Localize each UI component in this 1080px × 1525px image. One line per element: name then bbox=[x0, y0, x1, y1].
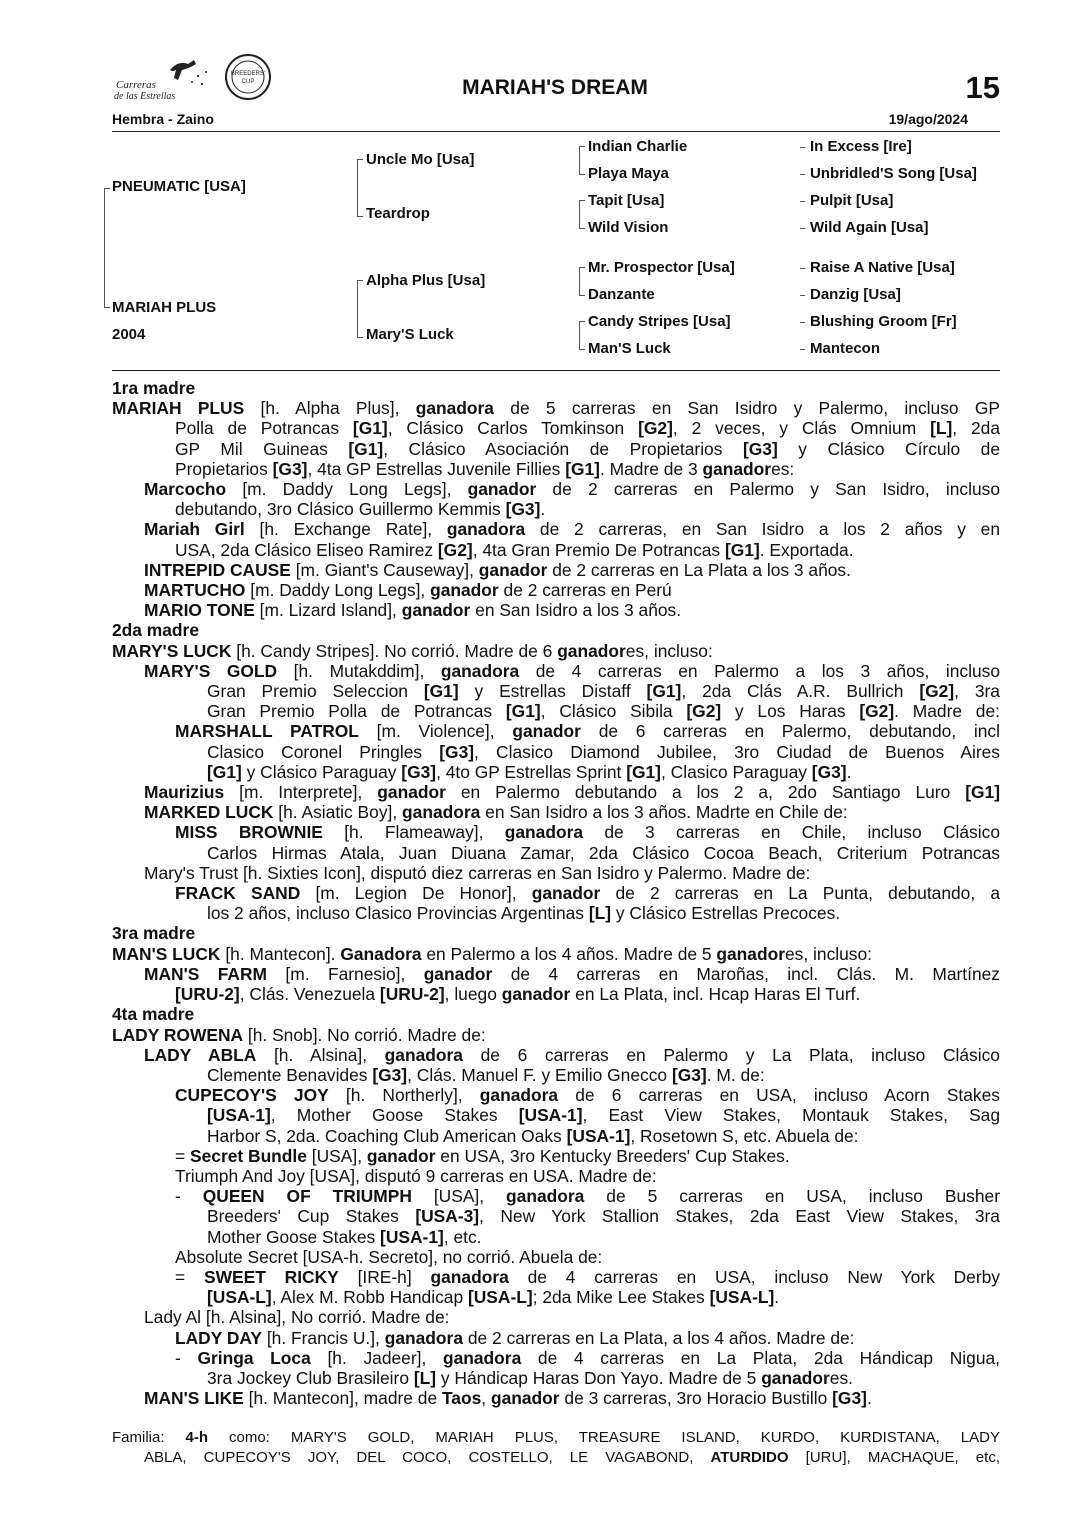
gen4-item: In Excess [Ire] bbox=[800, 138, 912, 155]
section-heading: 3ra madre bbox=[112, 923, 196, 944]
record-line: = Secret Bundle [USA], ganador en USA, 3ro Kentucky Breeders' Cup Stakes. bbox=[175, 1145, 790, 1166]
gen4-item: Wild Again [Usa] bbox=[800, 219, 928, 236]
record-line: [USA-L], Alex M. Robb Handicap [USA-L]; 2da Mike Lee Stakes [USA-L]. bbox=[207, 1287, 780, 1308]
record-line: MAN'S LIKE [h. Mantecon], madre de Taos, ganador de 3 carreras, 3ro Horacio Bustillo [G3]. bbox=[144, 1388, 872, 1409]
family-line: Familia: 4-h como: MARY'S GOLD, MARIAH PLUS, TREASURE ISLAND, KURDO, KURDISTANA, LADY bbox=[112, 1429, 1000, 1446]
record-line: Mother Goose Stakes [USA-1], etc. bbox=[207, 1226, 482, 1247]
record-line: MARIO TONE [m. Lizard Island], ganador en San Isidro a los 3 años. bbox=[144, 600, 682, 621]
gen2-item: Uncle Mo [Usa] bbox=[366, 151, 475, 168]
record-line: MARKED LUCK [h. Asiatic Boy], ganadora en San Isidro a los 3 años. Madrte en Chile de: bbox=[144, 802, 848, 823]
family-line: ABLA, CUPECOY'S JOY, DEL COCO, COSTELLO, LE VAGABOND, ATURDIDO [URU], MACHAQUE, etc, bbox=[144, 1449, 1000, 1466]
gen4-item: Blushing Groom [Fr] bbox=[800, 313, 957, 330]
record-line: debutando, 3ro Clásico Guillermo Kemmis [G3]. bbox=[175, 499, 546, 520]
gen4-item: Pulpit [Usa] bbox=[800, 192, 893, 209]
record-line: Propietarios [G3], 4ta GP Estrellas Juvenile Fillies [G1]. Madre de 3 ganadores: bbox=[175, 458, 795, 479]
gen3-item: Candy Stripes [Usa] bbox=[588, 313, 731, 330]
gen3-item: Mr. Prospector [Usa] bbox=[588, 259, 735, 276]
gen3-item: Danzante bbox=[588, 286, 655, 303]
page-title: MARIAH'S DREAM bbox=[462, 76, 648, 99]
record-line: Mariah Girl [h. Exchange Rate], ganadora de 2 carreras, en San Isidro a los 2 años y en bbox=[144, 519, 1000, 540]
svg-text:BREEDERS': BREEDERS' bbox=[230, 71, 266, 77]
svg-text:Carreras: Carreras bbox=[116, 79, 156, 91]
gen3-item: Man'S Luck bbox=[588, 340, 671, 357]
record-line: LADY DAY [h. Francis U.], ganadora de 2 carreras en La Plata, a los 4 años. Madre de: bbox=[175, 1327, 855, 1348]
record-line: Gran Premio Polla de Potrancas [G1], Clásico Sibila [G2] y Los Haras [G2]. Madre de: bbox=[207, 701, 1000, 722]
gen4-item: Danzig [Usa] bbox=[800, 286, 901, 303]
record-line: Clasico Coronel Pringles [G3], Clasico Diamond Jubilee, 3ro Ciudad de Buenos Aires bbox=[207, 741, 1000, 762]
record-line: Harbor S, 2da. Coaching Club American Oaks [USA-1], Rosetown S, etc. Abuela de: bbox=[207, 1125, 859, 1146]
record-line: MAN'S FARM [m. Farnesio], ganador de 4 carreras en Maroñas, incl. Clás. M. Martínez bbox=[144, 963, 1000, 984]
record-line: MARSHALL PATROL [m. Violence], ganador de 6 carreras en Palermo, debutando, incl bbox=[175, 721, 1000, 742]
section-heading: 1ra madre bbox=[112, 378, 196, 398]
record-line: Maurizius [m. Interprete], ganador en Palermo debutando a los 2 a, 2do Santiago Luro [G1] bbox=[144, 782, 1000, 803]
record-line: - Gringa Loca [h. Jadeer], ganadora de 4 carreras en La Plata, 2da Hándicap Nigua, bbox=[175, 1347, 1000, 1368]
header-divider bbox=[112, 131, 1000, 132]
pedigree-bracket bbox=[357, 280, 363, 338]
record-line: Polla de Potrancas [G1], Clásico Carlos Tomkinson [G2], 2 veces, y Clás Omnium [L], 2da bbox=[175, 418, 1000, 439]
record-line: CUPECOY'S JOY [h. Northerly], ganadora de 6 carreras en USA, incluso Acorn Stakes bbox=[175, 1085, 1000, 1106]
svg-text:de las Estrellas: de las Estrellas bbox=[114, 91, 176, 102]
record-line: = SWEET RICKY [IRE-h] ganadora de 4 carreras en USA, incluso New York Derby bbox=[175, 1266, 1000, 1287]
pedigree-bracket bbox=[579, 146, 585, 175]
gen4-item: Unbridled'S Song [Usa] bbox=[800, 165, 977, 182]
gen4-item: Mantecon bbox=[800, 340, 880, 357]
sire: PNEUMATIC [USA] bbox=[112, 178, 246, 195]
record-line: Carlos Hirmas Atala, Juan Diuana Zamar, 2da Clásico Cocoa Beach, Criterium Potrancas bbox=[207, 842, 1000, 863]
record-line: MARY'S GOLD [h. Mutakddim], ganadora de 4 carreras en Palermo a los 3 años, incluso bbox=[144, 660, 1000, 681]
record-line: LADY ABLA [h. Alsina], ganadora de 6 carreras en Palermo y La Plata, incluso Clásico bbox=[144, 1044, 1000, 1065]
record-line: - QUEEN OF TRIUMPH [USA], ganadora de 5 carreras en USA, incluso Busher bbox=[175, 1186, 1000, 1207]
gen3-item: Playa Maya bbox=[588, 165, 669, 182]
record-line: 3ra Jockey Club Brasileiro [L] y Hándicap Haras Don Yayo. Madre de 5 ganadores. bbox=[207, 1367, 853, 1388]
svg-text:CUP: CUP bbox=[241, 79, 255, 85]
gen3-item: Wild Vision bbox=[588, 219, 669, 236]
record-line: INTREPID CAUSE [m. Giant's Causeway], ganador de 2 carreras en La Plata a los 3 años. bbox=[144, 559, 851, 580]
record-line: Lady Al [h. Alsina], No corrió. Madre de: bbox=[144, 1307, 450, 1328]
pedigree-divider bbox=[112, 370, 1000, 371]
section-heading: 2da madre bbox=[112, 620, 199, 641]
record-line: Marcocho [m. Daddy Long Legs], ganador de 2 carreras en Palermo y San Isidro, incluso bbox=[144, 479, 1000, 500]
sex-color: Hembra - Zaino bbox=[112, 111, 214, 127]
record-line: Triumph And Joy [USA], disputó 9 carreras en USA. Madre de: bbox=[175, 1165, 657, 1186]
record-line: [USA-1], Mother Goose Stakes [USA-1], East View Stakes, Montauk Stakes, Sag bbox=[207, 1105, 1000, 1126]
record-line: Absolute Secret [USA-h. Secreto], no corrió. Abuela de: bbox=[175, 1246, 603, 1267]
pedigree-bracket bbox=[579, 267, 585, 296]
record-line: MARY'S LUCK [h. Candy Stripes]. No corrió. Madre de 6 ganadores, incluso: bbox=[112, 640, 713, 661]
record-line: FRACK SAND [m. Legion De Honor], ganador de 2 carreras en La Punta, debutando, a bbox=[175, 883, 1000, 904]
record-line: MARTUCHO [m. Daddy Long Legs], ganador de 2 carreras en Perú bbox=[144, 580, 672, 601]
gen4-item: Raise A Native [Usa] bbox=[800, 259, 955, 276]
gen2-item: Alpha Plus [Usa] bbox=[366, 272, 486, 289]
record-line: LADY ROWENA [h. Snob]. No corrió. Madre de: bbox=[112, 1024, 486, 1045]
dam-year: 2004 bbox=[112, 326, 146, 343]
record-line: Mary's Trust [h. Sixties Icon], disputó diez carreras en San Isidro y Palermo. Madre de: bbox=[144, 862, 811, 883]
record-line: USA, 2da Clásico Eliseo Ramirez [G2], 4ta Gran Premio De Potrancas [G1]. Exportada. bbox=[175, 539, 854, 560]
record-line: MARIAH PLUS [h. Alpha Plus], ganadora de 5 carreras en San Isidro y Palermo, incluso GP bbox=[112, 398, 1000, 419]
record-line: MAN'S LUCK [h. Mantecon]. Ganadora en Palermo a los 4 años. Madre de 5 ganadores, incluso: bbox=[112, 943, 872, 964]
gen3-item: Indian Charlie bbox=[588, 138, 688, 155]
record-line: [G1] y Clásico Paraguay [G3], 4to GP Estrellas Sprint [G1], Clasico Paraguay [G3]. bbox=[207, 761, 852, 782]
family-note bbox=[112, 1428, 1000, 1468]
record-line: Breeders' Cup Stakes [USA-3], New York Stallion Stakes, 2da East View Stakes, 3ra bbox=[207, 1206, 1000, 1227]
report-date: 19/ago/2024 bbox=[888, 111, 968, 127]
record-line: Gran Premio Seleccion [G1] y Estrellas Distaff [G1], 2da Clás A.R. Bullrich [G2], 3ra bbox=[207, 681, 1000, 702]
pedigree-bracket bbox=[579, 321, 585, 350]
pedigree-bracket bbox=[579, 200, 585, 229]
produce-record bbox=[112, 378, 1000, 1408]
record-line: los 2 años, incluso Clasico Provincias Argentinas [L] y Clásico Estrellas Precoces. bbox=[207, 903, 841, 924]
dam: MARIAH PLUS bbox=[112, 299, 217, 316]
gen2-item: Mary'S Luck bbox=[366, 326, 454, 343]
pedigree-bracket bbox=[357, 159, 363, 217]
pedigree-bracket bbox=[104, 188, 110, 308]
gen3-item: Tapit [Usa] bbox=[588, 192, 665, 209]
gen2-item: Teardrop bbox=[366, 205, 430, 222]
record-line: [URU-2], Clás. Venezuela [URU-2], luego ganador en La Plata, incl. Hcap Haras El Turf. bbox=[175, 984, 861, 1005]
record-line: MISS BROWNIE [h. Flameaway], ganadora de 3 carreras en Chile, incluso Clásico bbox=[175, 822, 1000, 843]
record-line: GP Mil Guineas [G1], Clásico Asociación de Propietarios [G3] y Clásico Círculo de bbox=[175, 438, 1000, 459]
section-heading: 4ta madre bbox=[112, 1004, 195, 1025]
record-line: Clemente Benavides [G3], Clás. Manuel F. y Emilio Gnecco [G3]. M. de: bbox=[207, 1064, 765, 1085]
lot-number: 15 bbox=[965, 70, 1000, 105]
